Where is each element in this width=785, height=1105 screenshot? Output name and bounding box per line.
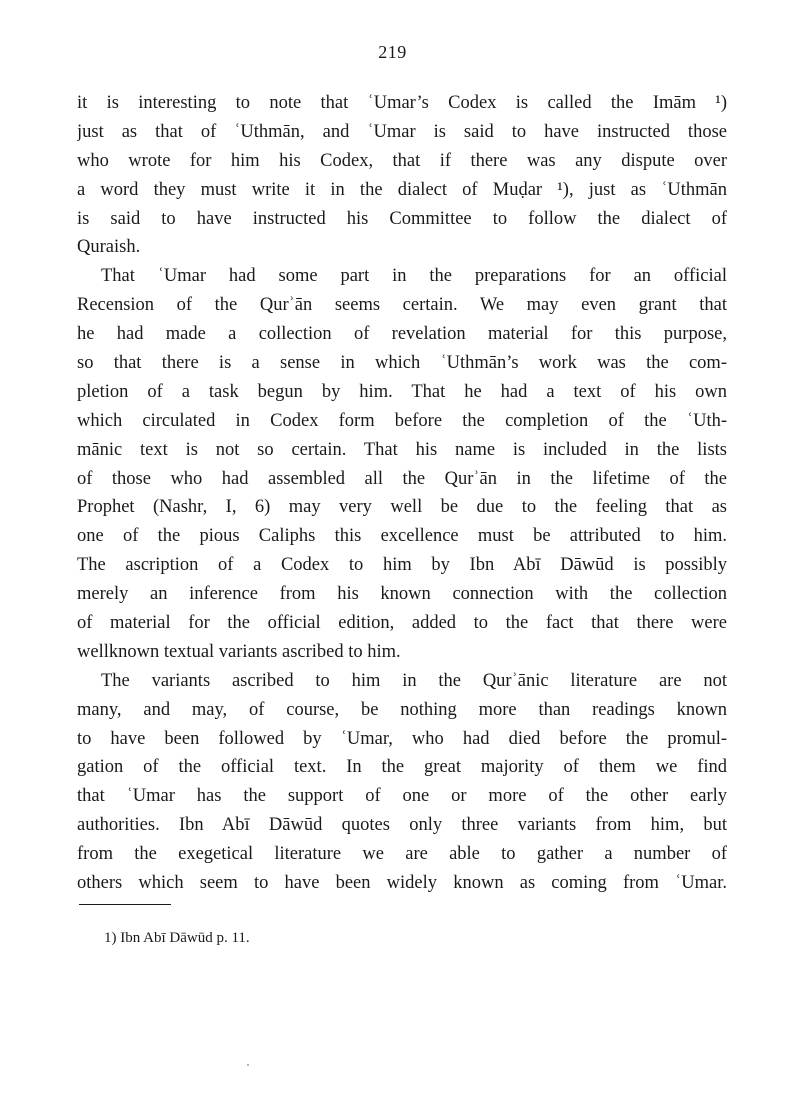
footnote: 1) Ibn Abī Dāwūd p. 11.: [104, 930, 250, 946]
text-line: he had made a collection of revelation material for this purpose,: [77, 324, 727, 345]
text-line: merely an inference from his known connection with the collection: [77, 584, 727, 605]
text-line: wellknown textual variants ascribed to him.: [77, 641, 401, 662]
text-line: so that there is a sense in which ʿUthmān’s work was the com-: [77, 353, 727, 374]
text-line: others which seem to have been widely known as coming from ʿUmar.: [77, 873, 727, 894]
scan-speck: [247, 1064, 249, 1066]
footnote-divider: [79, 904, 171, 905]
text-line: Quraish.: [77, 237, 141, 258]
text-line: from the exegetical literature we are able to gather a number of: [77, 844, 727, 865]
text-line: is said to have instructed his Committee to follow the dialect of: [77, 208, 727, 229]
text-line: one of the pious Caliphs this excellence must be attributed to him.: [77, 526, 727, 547]
text-line: it is interesting to note that ʿUmar’s Codex is called the Imām ¹): [77, 93, 727, 113]
text-line: Recension of the Qurʾān seems certain. We may even grant that: [77, 295, 727, 316]
page-number: 219: [378, 42, 407, 62]
text-line: a word they must write it in the dialect of Muḍar ¹), just as ʿUthmān: [77, 179, 727, 200]
text-line: gation of the official text. In the great majority of them we find: [77, 757, 727, 778]
text-line: of those who had assembled all the Qurʾān in the lifetime of the: [77, 468, 727, 489]
text-line: that ʿUmar has the support of one or more of the other early: [77, 786, 727, 807]
text-line: Prophet (Nashr, I, 6) may very well be due to the feeling that as: [77, 497, 727, 518]
text-line: That ʿUmar had some part in the preparations for an official: [101, 266, 727, 287]
text-line: pletion of a task begun by him. That he had a text of his own: [77, 381, 727, 402]
text-line: mānic text is not so certain. That his name is included in the lists: [77, 439, 727, 460]
text-line: The variants ascribed to him in the Qurʾānic literature are not: [101, 670, 727, 691]
text-line: to have been followed by ʿUmar, who had died before the promul-: [77, 728, 727, 749]
text-line: who wrote for him his Codex, that if there was any dispute over: [77, 150, 727, 171]
text-line: authorities. Ibn Abī Dāwūd quotes only three variants from him, but: [77, 815, 727, 836]
text-line: The ascription of a Codex to him by Ibn Abī Dāwūd is possibly: [77, 555, 727, 576]
body-text: [77, 89, 727, 898]
text-line: just as that of ʿUthmān, and ʿUmar is said to have instructed those: [77, 121, 727, 142]
text-line: of material for the official edition, added to the fact that there were: [77, 613, 727, 634]
text-line: which circulated in Codex form before the completion of the ʿUth-: [77, 410, 727, 431]
text-line: many, and may, of course, be nothing more than readings known: [77, 699, 727, 720]
